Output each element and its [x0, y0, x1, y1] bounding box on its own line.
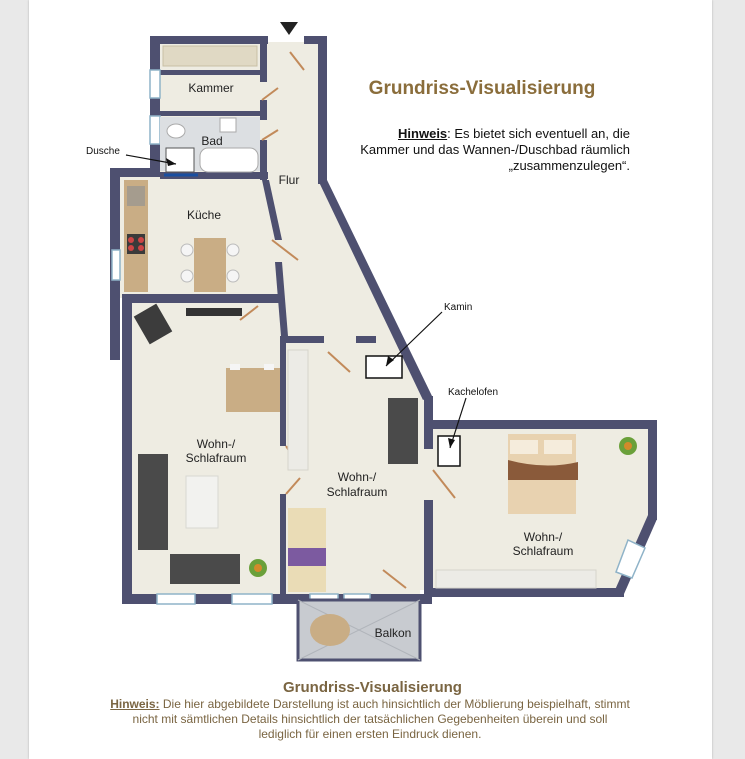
entry-arrow-icon: [280, 22, 298, 35]
room-label-flur: Flur: [278, 173, 300, 187]
room-label-kueche: Küche: [186, 208, 222, 222]
room-label-wohn-left-line1: Wohn-/: [196, 437, 236, 451]
room-label-balkon: Balkon: [374, 626, 412, 640]
annotation-kachelofen: Kachelofen: [448, 387, 499, 398]
annotation-dusche: Dusche: [86, 146, 120, 157]
room-label-wohn-mid-line1: Wohn-/: [337, 470, 377, 484]
footer-hint-label: Hinweis:: [110, 697, 160, 711]
room-label-wohn-right-line1: Wohn-/: [523, 530, 563, 544]
fireplace-box: [366, 356, 402, 378]
hint-top-label: Hinweis: [398, 126, 448, 141]
plan-title: Grundriss-Visualisierung: [368, 78, 596, 99]
room-label-bad: Bad: [201, 134, 223, 148]
shelf: [163, 46, 257, 66]
footer-title: Grundriss-Visualisierung: [283, 679, 462, 696]
room-label-wohn-right-line2: Schlafraum: [512, 544, 574, 558]
footer-hint: [110, 697, 630, 742]
footer-hint-text: Die hier abgebildete Darstellung ist auch hinsichtlich der Möblierung beispielhaft, stimmt nicht mit sämtlichen Details hinsichtlich der tatsächlichen Gegebenheiten überein und soll lediglich für einen ersten Eindruck dienen.: [132, 697, 630, 741]
room-label-kammer: Kammer: [188, 81, 234, 95]
hint-top: [360, 126, 630, 174]
hint-top-text: : Es bietet sich eventuell an, die Kammer und das Wannen-/Duschbad räumlich „zusammenzulegen“.: [360, 126, 630, 173]
room-label-wohn-mid-line2: Schlafraum: [326, 485, 388, 499]
room-label-wohn-left-line2: Schlafraum: [185, 451, 247, 465]
annotation-kamin: Kamin: [444, 302, 473, 313]
